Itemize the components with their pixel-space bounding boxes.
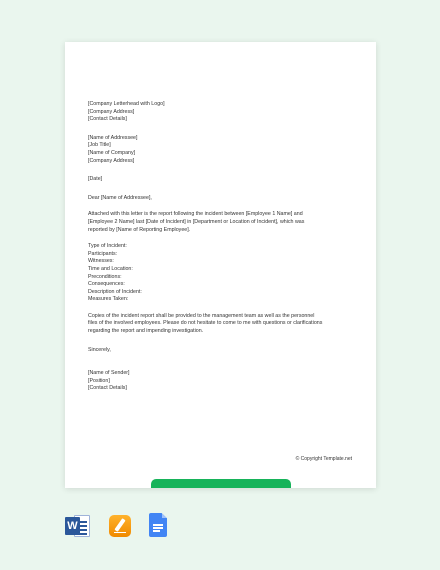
company-header bbox=[88, 101, 352, 124]
addressee-line: [Name of Company] bbox=[88, 149, 136, 156]
app-icons bbox=[65, 513, 167, 539]
paragraph-line: [Employee 2 Name] last [Date of Incident] in [Department or Location of Incident], which was bbox=[88, 218, 305, 225]
copyright-text: © Copyright Template.net bbox=[295, 456, 352, 462]
header-line: [Contact Details] bbox=[88, 116, 127, 123]
detail-label: Description of Incident: bbox=[88, 288, 142, 295]
detail-label: Participants: bbox=[88, 250, 118, 257]
intro-paragraph bbox=[88, 211, 352, 234]
sender-block bbox=[88, 370, 352, 393]
word-icon[interactable] bbox=[65, 513, 91, 539]
addressee-line: [Name of Addressee] bbox=[88, 134, 138, 141]
incident-details bbox=[88, 243, 352, 304]
letter-page bbox=[65, 42, 376, 488]
header-line: [Company Letterhead with Logo] bbox=[88, 101, 165, 107]
detail-label: Time and Location: bbox=[88, 265, 133, 272]
paragraph-line: files of the involved employees. Please do not hesitate to come to me with questions or clarifications bbox=[88, 320, 323, 327]
paragraph-line: Attached with this letter is the report following the incident between [Employee 1 Name] and bbox=[88, 211, 303, 218]
download-tab[interactable] bbox=[151, 479, 291, 488]
pages-icon[interactable] bbox=[109, 515, 131, 537]
detail-label: Type of Incident: bbox=[88, 243, 127, 250]
detail-label: Measures Taken: bbox=[88, 296, 129, 303]
sender-line: [Name of Sender] bbox=[88, 370, 130, 377]
detail-label: Witnesses: bbox=[88, 258, 114, 265]
addressee-line: [Job Title] bbox=[88, 142, 111, 149]
letter-date: [Date] bbox=[88, 176, 103, 183]
word-icon-letter: W bbox=[65, 517, 80, 535]
paragraph-line: regarding the report and impending investigation. bbox=[88, 328, 204, 335]
google-docs-icon[interactable] bbox=[149, 513, 167, 537]
detail-label: Consequences: bbox=[88, 281, 125, 288]
closing-paragraph bbox=[88, 313, 352, 336]
paragraph-line: reported by [Name of Reporting Employee]. bbox=[88, 226, 191, 233]
salutation: Dear [Name of Addressee], bbox=[88, 194, 152, 201]
header-line: [Company Address] bbox=[88, 108, 135, 115]
signoff: Sincerely, bbox=[88, 346, 111, 353]
detail-label: Preconditions: bbox=[88, 273, 122, 280]
addressee-line: [Company Address] bbox=[88, 157, 135, 164]
sender-line: [Contact Details] bbox=[88, 385, 127, 392]
addressee-block bbox=[88, 135, 352, 165]
sender-line: [Position] bbox=[88, 377, 110, 384]
paragraph-line: Copies of the incident report shall be provided to the management team as well as the personnel bbox=[88, 312, 315, 319]
